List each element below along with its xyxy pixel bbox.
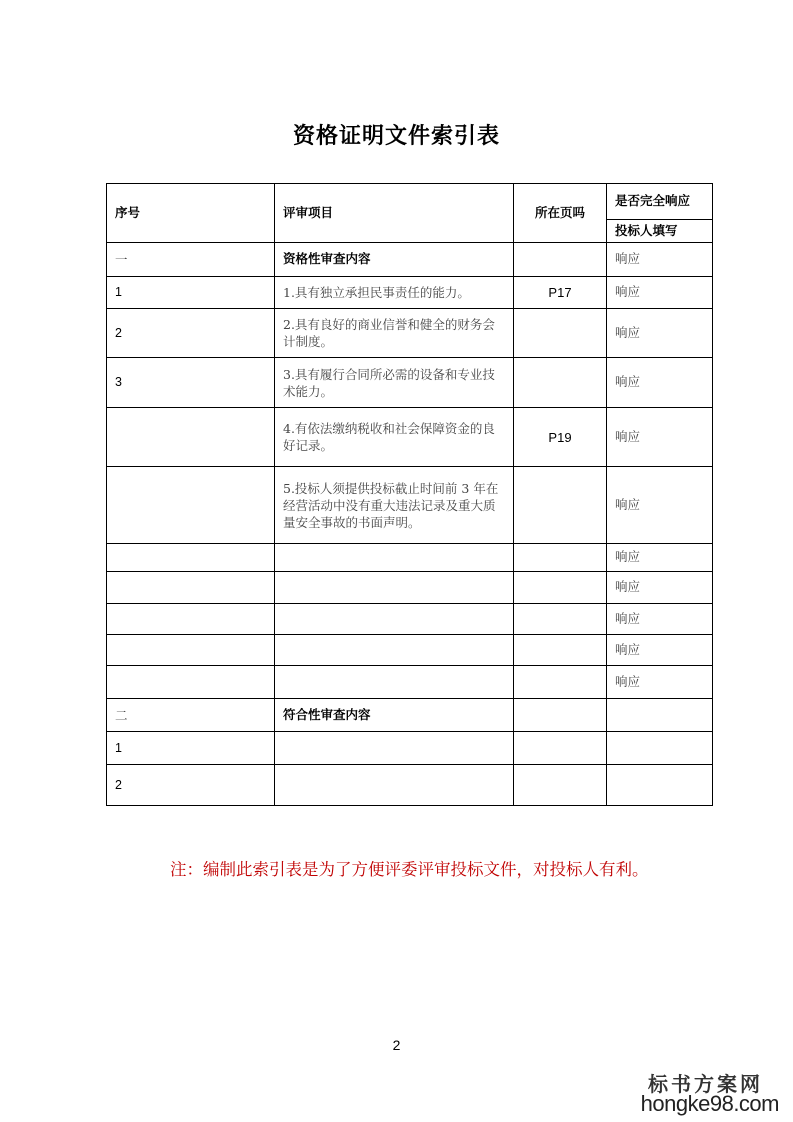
row-page: P19 (514, 408, 607, 467)
header-page: 所在页吗 (514, 184, 607, 243)
row-page (514, 309, 607, 358)
row-seq: 2 (107, 309, 275, 358)
row-page: P17 (514, 277, 607, 309)
table-row (107, 699, 713, 732)
row-item (275, 732, 514, 765)
row-response (607, 699, 713, 732)
row-page (514, 732, 607, 765)
row-response: 响应 (607, 666, 713, 699)
row-seq: 一 (107, 243, 275, 277)
watermark-site-name: 标书方案网 (648, 1072, 763, 1096)
row-seq (107, 635, 275, 666)
row-seq: 1 (107, 732, 275, 765)
row-item: 5.投标人须提供投标截止时间前 3 年在经营活动中没有重大违法记录及重大质量安全事故的书面声明。 (275, 467, 514, 544)
document-title: 资格证明文件索引表 (292, 124, 500, 149)
row-page (514, 467, 607, 544)
row-response: 响应 (607, 544, 713, 572)
table-header-row (107, 184, 713, 220)
table-row (107, 732, 713, 765)
row-response: 响应 (607, 358, 713, 408)
table-row (107, 572, 713, 604)
row-seq (107, 544, 275, 572)
row-seq: 1 (107, 277, 275, 309)
row-page (514, 699, 607, 732)
row-response: 响应 (607, 635, 713, 666)
row-item: 3.具有履行合同所必需的设备和专业技术能力。 (275, 358, 514, 408)
row-response: 响应 (607, 467, 713, 544)
table-row (107, 544, 713, 572)
row-item: 符合性审查内容 (275, 699, 514, 732)
table-row (107, 277, 713, 309)
page-number: 2 (392, 1037, 401, 1053)
watermark-domain: hongke98.com (640, 1091, 779, 1116)
qualification-index-table (106, 183, 713, 806)
row-response (607, 765, 713, 806)
row-seq: 3 (107, 358, 275, 408)
row-page (514, 604, 607, 635)
table-row (107, 243, 713, 277)
row-page (514, 635, 607, 666)
row-item: 1.具有独立承担民事责任的能力。 (275, 277, 514, 309)
row-seq (107, 572, 275, 604)
row-response: 响应 (607, 604, 713, 635)
row-item: 资格性审查内容 (275, 243, 514, 277)
row-item: 4.有依法缴纳税收和社会保障资金的良好记录。 (275, 408, 514, 467)
table-row (107, 635, 713, 666)
row-page (514, 243, 607, 277)
table-row (107, 408, 713, 467)
row-seq: 二 (107, 699, 275, 732)
row-response (607, 732, 713, 765)
row-seq: 2 (107, 765, 275, 806)
row-page (514, 358, 607, 408)
table-row (107, 765, 713, 806)
row-seq (107, 408, 275, 467)
row-item (275, 666, 514, 699)
footnote: 注：编制此索引表是为了方便评委评审投标文件，对投标人有利。 (170, 860, 649, 879)
table-row (107, 309, 713, 358)
header-response-top: 是否完全响应 (607, 184, 713, 220)
row-page (514, 544, 607, 572)
row-page (514, 666, 607, 699)
row-response: 响应 (607, 572, 713, 604)
row-seq (107, 467, 275, 544)
header-item: 评审项目 (275, 184, 514, 243)
row-page (514, 765, 607, 806)
table-row (107, 666, 713, 699)
row-response: 响应 (607, 243, 713, 277)
row-seq (107, 604, 275, 635)
header-response-bottom: 投标人填写 (607, 220, 713, 243)
row-item (275, 544, 514, 572)
table-row (107, 467, 713, 544)
row-item (275, 572, 514, 604)
row-item (275, 604, 514, 635)
row-item (275, 635, 514, 666)
row-seq (107, 666, 275, 699)
table-row (107, 358, 713, 408)
row-item (275, 765, 514, 806)
row-response: 响应 (607, 408, 713, 467)
row-response: 响应 (607, 309, 713, 358)
row-response: 响应 (607, 277, 713, 309)
row-page (514, 572, 607, 604)
row-item: 2.具有良好的商业信誉和健全的财务会计制度。 (275, 309, 514, 358)
table-row (107, 604, 713, 635)
header-seq: 序号 (107, 184, 275, 243)
